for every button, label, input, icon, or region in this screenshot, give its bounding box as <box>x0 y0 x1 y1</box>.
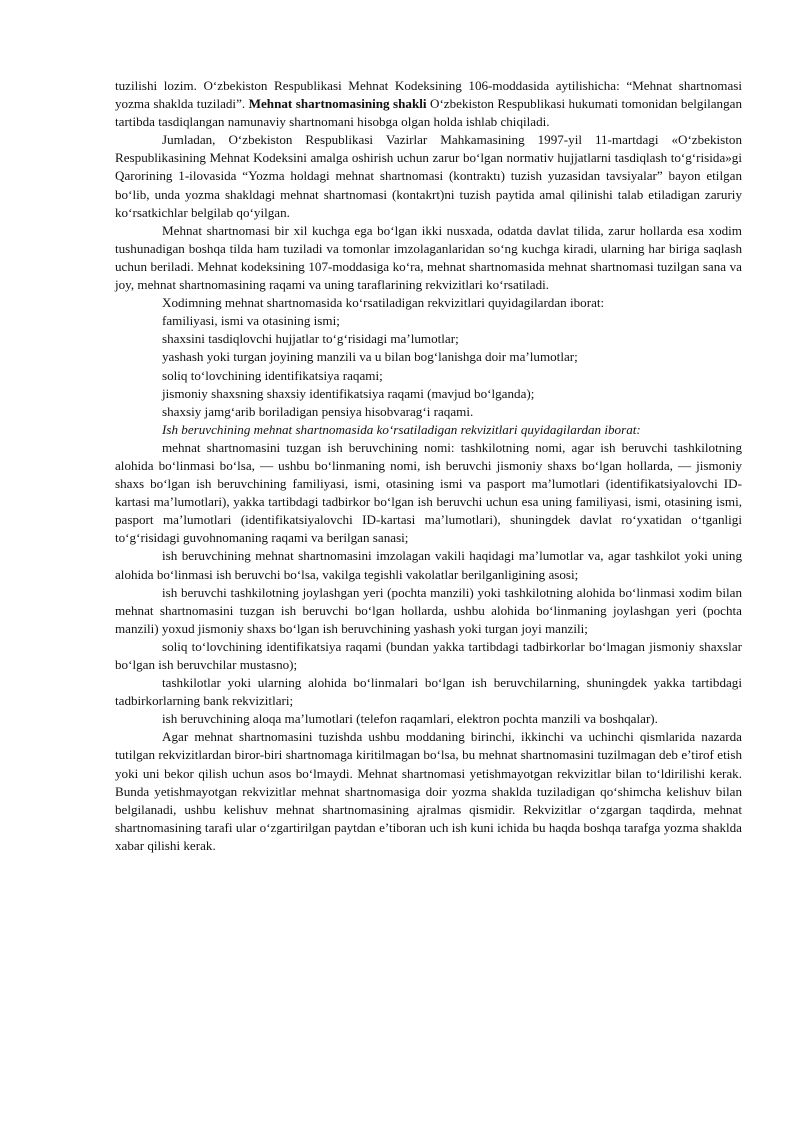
document-page <box>115 77 742 855</box>
paragraph-two-copies: Mehnat shartnomasi bir xil kuchga ega bo‘lgan ikki nusxada, odatda davlat tilida, zarur hollarda esa xodim tushunadigan boshqa tilda ham tuziladi va tomonlar imzolaganlaridan so‘ng kuchga kiradi, ularning har biriga saqlash uchun beriladi. Mehnat kodeksining 107-moddasiga ko‘ra, mehnat shartnomasida mehnat shartnomasi tuzilgan sana va joy, mehnat shartnomasining raqami va uning taraflarining rekvizitlari ko‘rsatiladi. <box>115 222 742 293</box>
paragraph-contact-info: ish beruvchining aloqa ma’lumotlari (telefon raqamlari, elektron pochta manzili va boshqalar). <box>162 711 658 727</box>
paragraph-missing-requisites: Agar mehnat shartnomasini tuzishda ushbu moddaning birinchi, ikkinchi va uchinchi qismlarida nazarda tutilgan rekvizitlardan biror-biri shartnomaga kiritilmagan bo‘lsa, bu mehnat shartnomasini tuzilmagan deb e’tirof etish yoki uni bekor qilish uchun asos bo‘lmaydi. Mehnat shartnomasi yetishmayotgan rekvizitlar bilan to‘ldirilishi kerak. Bunda yetishmayotgan rekvizitlar mehnat shartnomasiga doir yozma shaklda tuziladigan qo‘shimcha kelishuv bilan belgilanadi, ushbu kelishuv mehnat shartnomasining ajralmas qismidir. Rekvizitlar o‘zgargan taqdirda, mehnat shartnomasining tarafi ular o‘zgartirilgan paytdan e’tiboran uch ish kuni ichida bu haqda boshqa tarafga yozma shaklda xabar qilishi kerak. <box>115 729 742 853</box>
paragraph-employer-representative: ish beruvchining mehnat shartnomasini imzolagan vakili haqidagi ma’lumotlar va, agar tashkilot yoki uning alohida bo‘linmasi ish beruvchi bo‘lsa, vakilga tegishli vakolatlar berilganligining asosi; <box>115 548 742 582</box>
paragraph-cabinet-resolution: Jumladan, O‘zbekiston Respublikasi Vazirlar Mahkamasining 1997-yil 11-martdagi «O‘zbekiston Respublikasining Mehnat Kodeksini amalga oshirish uchun zarur bo‘lgan normativ hujjatlarni tasdiqlash to‘g‘risida»gi Qarorining 1-ilovasida “Yozma holdagi mehnat shartnomasi (kontraktı) tuzish yuzasidan tavsiyalar” bayon etilgan bo‘lib, unda yozma shakldagi mehnat shartnomasi (kontakrt)ni tuzish paytida amal qilinishi talab etiladigan zaruriy ko‘rsatkichlar belgilab qo‘yilgan. <box>115 132 742 220</box>
list-item: yashash yoki turgan joyining manzili va u bilan bog‘lanishga doir ma’lumotlar; <box>162 349 578 365</box>
list-item: shaxsiy jamg‘arib boriladigan pensiya hisobvarag‘i raqami. <box>162 403 474 419</box>
paragraph-employer-name: mehnat shartnomasini tuzgan ish beruvchining nomi: tashkilotning nomi, agar ish beruvchi tashkilotning alohida bo‘linmasi bo‘lsa, — ushbu bo‘linmaning nomi, ish beruvchi jismoniy shaxs bo‘lgan hollarda, — jismoniy shaxs bo‘lgan ish beruvchining familiyasi, ismi, otasining ismi va pasport ma’lumotlari (identifikatsiyalovchi ID-kartasi ma’lumotlari), yakka tartibdagi tadbirkor bo‘lgan ish beruvchi uchun esa uning familiyasi, ismi, otasining ismi, pasport ma’lumotlari (identifikatsiyalovchi ID-kartasi ma’lumotlari), shuningdek davlat ro‘yxatidan o‘tganligi to‘g‘risidagi guvohnomaning raqami va berilgan sanasi; <box>115 439 742 546</box>
paragraph-employer-location: ish beruvchi tashkilotning joylashgan yeri (pochta manzili) yoki tashkilotning alohida bo‘linmasi xodim bilan mehnat shartnomasini tuzgan ish beruvchi bo‘lgan hollarda, ushbu alohida bo‘linmaning joylashgan yeri (pochta manzili) yoxud jismoniy shaxs bo‘lgan ish beruvchining yashash yoki turgan joyi manzili; <box>115 584 742 636</box>
list-item: soliq to‘lovchining identifikatsiya raqami; <box>162 367 383 383</box>
paragraph-text: tuzilishi lozim. O‘zbekiston Respublikasi Mehnat Kodeksining 106-moddasida aytilishicha: “Mehnat shartnomasi yozma shaklda tuziladi”. <box>115 78 742 112</box>
list-item: familiyasi, ismi va otasining ismi; <box>162 313 340 329</box>
paragraph-contract-form <box>115 77 742 131</box>
list-item: jismoniy shaxsning shaxsiy identifikatsiya raqami (mavjud bo‘lganda); <box>162 385 535 401</box>
paragraph-tax-id: soliq to‘lovchining identifikatsiya raqami (bundan yakka tartibdagi tadbirkorlar bo‘lmagan jismoniy shaxslar bo‘lgan ish beruvchilar mustasno); <box>115 638 742 672</box>
paragraph-employer-requisites-intro: Ish beruvchining mehnat shartnomasida ko‘rsatiladigan rekvizitlari quyidagilardan iborat: <box>162 421 641 437</box>
paragraph-bank-requisites: tashkilotlar yoki ularning alohida bo‘linmalari bo‘lgan ish beruvchilarning, shuningdek yakka tartibdagi tadbirkorlarning bank rekvizitlari; <box>115 675 742 709</box>
bold-term: Mehnat shartnomasining shakli <box>248 96 427 112</box>
paragraph-employee-requisites-intro: Xodimning mehnat shartnomasida ko‘rsatiladigan rekvizitlari quyidagilardan iborat: <box>162 295 605 311</box>
list-item: shaxsini tasdiqlovchi hujjatlar to‘g‘risidagi ma’lumotlar; <box>162 331 459 347</box>
paragraph-text: O‘zbekiston Respublikasi hukumati tomonidan belgilangan tartibda tasdiqlangan namunaviy shartnomani hisobga olgan holda ishlab chiqiladi. <box>115 96 742 130</box>
